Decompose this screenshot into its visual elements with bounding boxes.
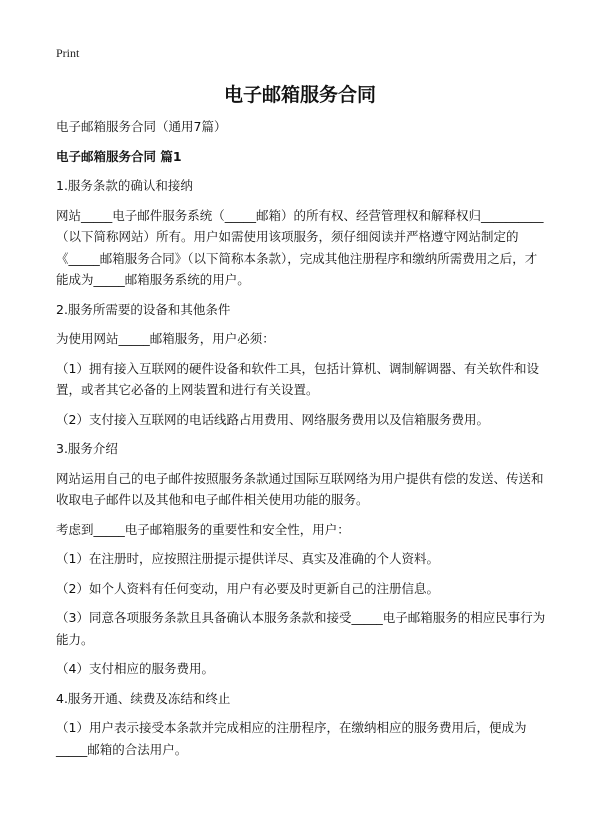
paragraph: 网站运用自己的电子邮件按照服务条款通过国际互联网络为用户提供有偿的发送、传送和收取电子邮件以及其他和电子邮件相关使用功能的服务。 [56, 470, 544, 507]
section-heading-2: 2.服务所需要的设备和其他条件 [56, 301, 231, 317]
print-label: Print [56, 46, 80, 60]
document-body [56, 116, 546, 768]
paragraph: 考虑到_____电子邮箱服务的重要性和安全性，用户： [56, 521, 350, 537]
section-heading-4: 4.服务开通、续费及冻结和终止 [56, 690, 231, 706]
article-heading: 电子邮箱服务合同 篇1 [56, 148, 182, 164]
section-heading-3: 3.服务介绍 [56, 441, 118, 456]
paragraph: （1）在注册时，应按照注册提示提供详尽、真实及准确的个人资料。 [56, 551, 439, 566]
paragraph: （4）支付相应的服务费用。 [56, 661, 214, 676]
document-subtitle: 电子邮箱服务合同（通用7篇） [56, 119, 227, 134]
paragraph: （3）同意各项服务条款且具备确认本服务条款和接受_____电子邮箱服务的相应民事行为能力。 [56, 610, 546, 647]
paragraph: 网站_____电子邮件服务系统（_____邮箱）的所有权、经营管理权和解释权归__________（以下简称网站）所有。用户如需使用该项服务，须仔细阅读并严格遵守网站制定的《_____邮箱服务合同》（以下简称本条款），完成其他注册程序和缴纳所需费用之后，才能成为_____邮箱服务系统的用户。 [56, 207, 544, 287]
paragraph: 为使用网站_____邮箱服务，用户必须： [56, 331, 275, 346]
paragraph: （1）用户表示接受本条款并完成相应的注册程序，在缴纳相应的服务费用后，便成为_____邮箱的合法用户。 [56, 720, 527, 757]
paragraph: （1）拥有接入互联网的硬件设备和软件工具，包括计算机、调制解调器、有关软件和设置，或者其它必备的上网装置和进行有关设置。 [56, 360, 539, 397]
page-title: 电子邮箱服务合同 [223, 84, 376, 106]
paragraph: （2）支付接入互联网的电话线路占用费用、网络服务费用以及信箱服务费用。 [56, 411, 489, 427]
paragraph: （2）如个人资料有任何变动，用户有必要及时更新自己的注册信息。 [56, 580, 439, 596]
section-heading-1: 1.服务条款的确认和接纳 [56, 178, 193, 193]
